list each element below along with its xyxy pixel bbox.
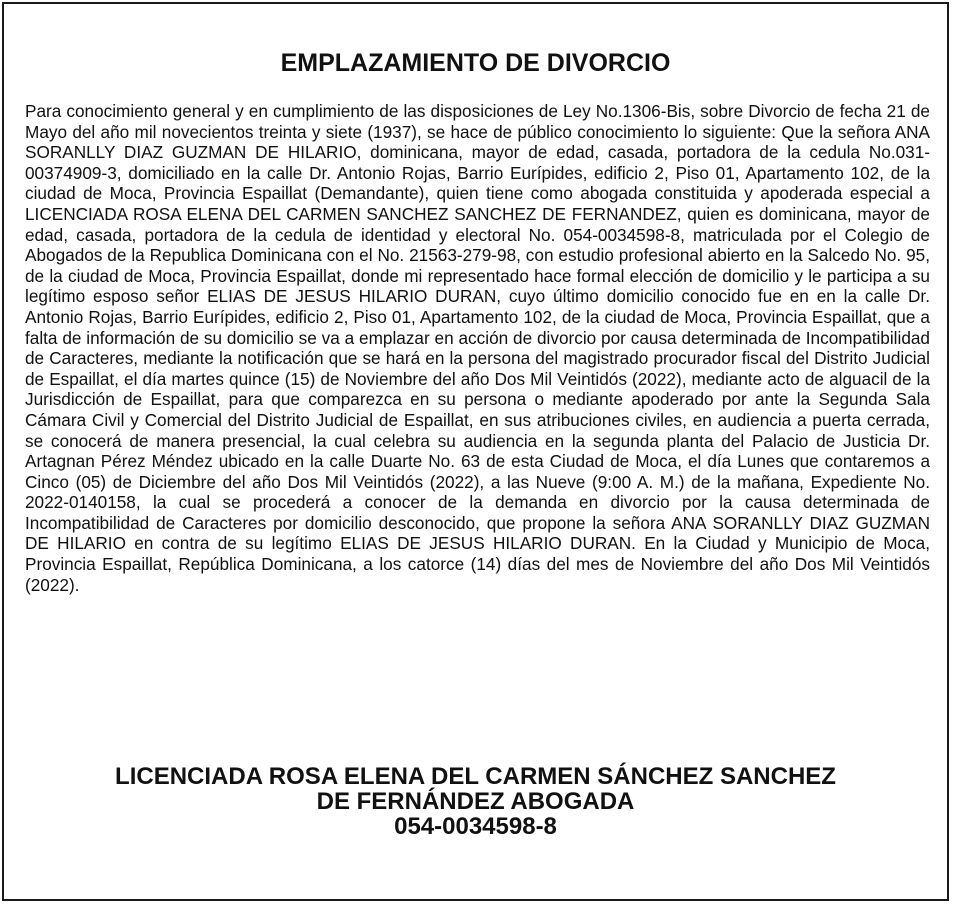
signature-name-line: LICENCIADA ROSA ELENA DEL CARMEN SÁNCHEZ SANCHEZ — [115, 763, 836, 790]
signature-id-number: 054-0034598-8 — [394, 813, 557, 840]
notice-title: EMPLAZAMIENTO DE DIVORCIO — [280, 49, 671, 77]
signature-title-line: DE FERNÁNDEZ ABOGADA — [316, 788, 635, 815]
notice-body: Para conocimiento general y en cumplimiento de las disposiciones de Ley No.1306-Bis, sobre Divorcio de fecha 21 de Mayo del año mil novecientos treinta y siete (1937), se hace de público conocimiento lo siguiente: Que la señora ANA SORANLLY DIAZ GUZMAN DE HILARIO, dominicana, mayor de edad, casada, portadora de la cedula No.031-00374909-3, domiciliado en la calle Dr. Antonio Rojas, Barrio Eurípides, edificio 2, Piso 01, Apartamento 102, de la ciudad de Moca, Provincia Espaillat (Demandante), quien tiene como abogada constituida y apoderada especial a LICENCIADA ROSA ELENA DEL CARMEN SANCHEZ SANCHEZ DE FERNANDEZ, quien es dominicana, mayor de edad, casada, portadora de la cedula de identidad y electoral No. 054-0034598-8, matriculada por el Colegio de Abogados de la Republica Dominicana con el No. 21563-279-98, con estudio profesional abierto en la Salcedo No. 95, de la ciudad de Moca, Provincia Espaillat, donde mi representado hace formal elección de domicilio y le participa a su legítimo esposo señor ELIAS DE JESUS HILARIO DURAN, cuyo último domicilio conocido fue en en la calle Dr. Antonio Rojas, Barrio Eurípides, edificio 2, Piso 01, Apartamento 102, de la ciudad de Moca, Provincia Espaillat, que a falta de información de su domicilio se va a emplazar en acción de divorcio por causa determinada de Incompatibilidad de Caracteres, mediante la notificación que se hará en la persona del magistrado procurador fiscal del Distrito Judicial de Espaillat, el día martes quince (15) de Noviembre del año Dos Mil Veintidós (2022), mediante acto de alguacil de la Jurisdicción de Espaillat, para que comparezca en su persona o mediante apoderado por ante la Segunda Sala Cámara Civil y Comercial del Distrito Judicial de Espaillat, en sus atribuciones civiles, en audiencia a puerta cerrada, se conocerá de manera presencial, la cual celebra su audiencia en la segunda planta del Palacio de Justicia Dr. Artagnan Pérez Méndez ubicado en la calle Duarte No. 63 de esta Ciudad de Moca, el día Lunes que contaremos a Cinco (05) de Diciembre del año Dos Mil Veintidós (2022), a las Nueve (9:00 A. M.) de la mañana, Expediente No. 2022-0140158, la cual se procederá a conocer de la demanda en divorcio por la causa determinada de Incompatibilidad de Caracteres por domicilio desconocido, que propone la señora ANA SORANLLY DIAZ GUZMAN DE HILARIO en contra de su legítimo ELIAS DE JESUS HILARIO DURAN. En la Ciudad y Municipio de Moca, Provincia Espaillat, República Dominicana, a los catorce (14) días del mes de Noviembre del año Dos Mil Veintidós (2022). — [25, 101, 930, 595]
signature-block — [4, 764, 947, 839]
notice-frame — [2, 2, 949, 901]
